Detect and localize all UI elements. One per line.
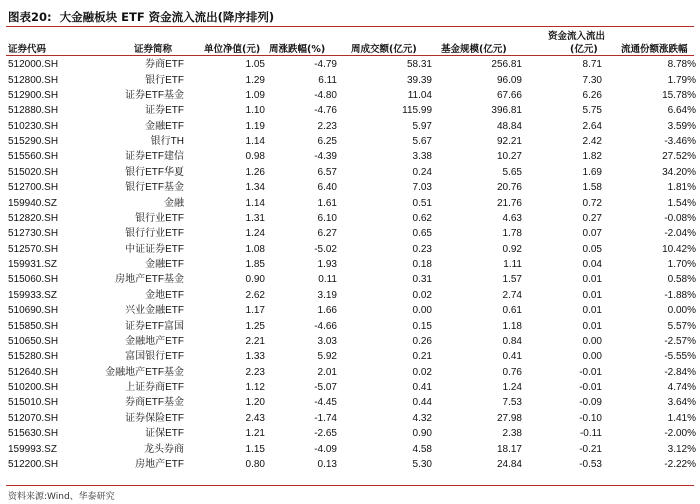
table-row — [6, 57, 698, 72]
cell-fund-size: 0.76 — [502, 366, 522, 378]
cell-fund-size: 48.84 — [496, 120, 522, 132]
cell-name: 银行ETF — [145, 74, 184, 86]
cell-weekly-change: 6.10 — [317, 212, 337, 224]
cell-weekly-turnover: 0.21 — [412, 351, 432, 363]
cell-fund-size: 5.65 — [502, 166, 522, 178]
cell-code: 512800.SH — [8, 74, 59, 86]
cell-nav: 2.43 — [245, 412, 265, 424]
cell-net-flow: 0.01 — [582, 305, 602, 317]
cell-weekly-change: -4.80 — [314, 89, 337, 101]
cell-net-flow: 0.04 — [582, 259, 602, 271]
cell-weekly-change: 2.01 — [317, 366, 337, 378]
cell-code: 510650.SH — [8, 335, 59, 347]
cell-net-flow: 8.71 — [582, 59, 602, 71]
cell-code: 512820.SH — [8, 212, 59, 224]
cell-share-change: -2.22% — [664, 458, 696, 470]
cell-name: 银行行业ETF — [125, 228, 184, 240]
cell-nav: 1.34 — [245, 182, 265, 194]
cell-net-flow: -0.09 — [579, 397, 602, 409]
figure-title — [8, 9, 274, 25]
cell-weekly-change: -4.76 — [314, 105, 337, 117]
cell-name: 金融 — [164, 197, 184, 209]
cell-fund-size: 0.41 — [502, 351, 522, 363]
cell-weekly-change: 1.66 — [317, 305, 337, 317]
cell-nav: 1.12 — [245, 382, 265, 394]
etf-flow-table — [6, 57, 698, 472]
cell-nav: 1.09 — [245, 89, 265, 101]
cell-weekly-turnover: 0.02 — [412, 289, 432, 301]
cell-code: 512640.SH — [8, 366, 59, 378]
header-fund-size: 基金规模(亿元) — [441, 44, 507, 55]
source-note: 资料来源:Wind、华泰研究 — [8, 492, 115, 502]
cell-code: 159993.SZ — [8, 443, 57, 455]
cell-fund-size: 21.76 — [496, 197, 522, 209]
cell-code: 512070.SH — [8, 412, 59, 424]
cell-weekly-change: 6.57 — [317, 166, 337, 178]
cell-name: 证券ETF — [145, 105, 184, 117]
cell-weekly-turnover: 0.24 — [412, 166, 432, 178]
cell-code: 515560.SH — [8, 151, 59, 163]
cell-code: 159931.SZ — [8, 259, 57, 271]
cell-code: 515010.SH — [8, 397, 59, 409]
cell-share-change: 1.41% — [667, 412, 696, 424]
figure-caption: 大金融板块 ETF 资金流入流出(降序排列) — [59, 10, 275, 24]
table-row — [6, 72, 698, 87]
cell-name: 龙头券商 — [144, 443, 184, 455]
cell-fund-size: 0.61 — [502, 305, 522, 317]
cell-weekly-change: -4.09 — [314, 443, 337, 455]
header-name: 证券简称 — [134, 44, 173, 55]
cell-net-flow: 6.26 — [582, 89, 602, 101]
cell-weekly-change: -4.66 — [314, 320, 337, 332]
bottom-rule — [6, 485, 694, 486]
cell-nav: 1.24 — [245, 228, 265, 240]
cell-weekly-turnover: 0.65 — [412, 228, 432, 240]
cell-net-flow: 1.69 — [582, 166, 602, 178]
cell-nav: 0.98 — [245, 151, 265, 163]
cell-weekly-turnover: 0.26 — [412, 335, 432, 347]
top-rule — [6, 26, 694, 27]
cell-fund-size: 20.76 — [496, 182, 522, 194]
cell-nav: 1.17 — [245, 305, 265, 317]
cell-share-change: 5.57% — [667, 320, 696, 332]
cell-name: 证券ETF富国 — [125, 320, 184, 332]
cell-net-flow: 0.00 — [582, 335, 602, 347]
cell-weekly-turnover: 5.30 — [412, 458, 432, 470]
table-row — [6, 441, 698, 456]
header-nav: 单位净值(元) — [204, 44, 261, 55]
cell-weekly-change: -4.79 — [314, 59, 337, 71]
cell-code: 512900.SH — [8, 89, 59, 101]
table-row — [6, 257, 698, 272]
cell-fund-size: 1.18 — [502, 320, 522, 332]
table-row — [6, 457, 698, 472]
cell-weekly-turnover: 0.41 — [412, 382, 432, 394]
header-rule — [6, 55, 694, 56]
table-row — [6, 88, 698, 103]
cell-name: 银行业ETF — [135, 212, 184, 224]
cell-net-flow: 0.00 — [582, 351, 602, 363]
table-row — [6, 318, 698, 333]
cell-fund-size: 27.98 — [496, 412, 522, 424]
cell-weekly-turnover: 0.00 — [412, 305, 432, 317]
header-weekly-turnover: 周成交额(亿元) — [351, 44, 417, 55]
cell-net-flow: -0.21 — [579, 443, 602, 455]
cell-net-flow: 0.01 — [582, 289, 602, 301]
cell-fund-size: 18.17 — [496, 443, 522, 455]
cell-nav: 1.29 — [245, 74, 265, 86]
cell-weekly-turnover: 0.90 — [412, 428, 432, 440]
cell-share-change: 6.64% — [667, 105, 696, 117]
cell-fund-size: 256.81 — [491, 59, 522, 71]
cell-share-change: 0.58% — [667, 274, 696, 286]
cell-code: 512200.SH — [8, 458, 59, 470]
cell-net-flow: 7.30 — [582, 74, 602, 86]
cell-share-change: 15.78% — [662, 89, 696, 101]
cell-net-flow: 0.72 — [582, 197, 602, 209]
cell-share-change: 34.20% — [662, 166, 696, 178]
cell-nav: 1.19 — [245, 120, 265, 132]
cell-fund-size: 0.92 — [502, 243, 522, 255]
cell-nav: 1.05 — [245, 59, 265, 71]
cell-nav: 1.14 — [245, 136, 265, 148]
table-row — [6, 303, 698, 318]
table-row — [6, 211, 698, 226]
cell-fund-size: 4.63 — [502, 212, 522, 224]
cell-net-flow: -0.01 — [579, 366, 602, 378]
cell-nav: 1.08 — [245, 243, 265, 255]
cell-net-flow: -0.01 — [579, 382, 602, 394]
cell-nav: 2.62 — [245, 289, 265, 301]
cell-weekly-change: 1.93 — [317, 259, 337, 271]
cell-weekly-change: -1.74 — [314, 412, 337, 424]
cell-name: 证券ETF基金 — [125, 89, 184, 101]
cell-code: 515630.SH — [8, 428, 59, 440]
cell-fund-size: 396.81 — [491, 105, 522, 117]
cell-net-flow: 0.01 — [582, 320, 602, 332]
cell-fund-size: 10.27 — [496, 151, 522, 163]
cell-net-flow: 0.05 — [582, 243, 602, 255]
table-row — [6, 242, 698, 257]
cell-weekly-turnover: 4.58 — [412, 443, 432, 455]
cell-name: 银行TH — [150, 136, 184, 148]
cell-name: 券商ETF基金 — [125, 397, 184, 409]
cell-weekly-change: 0.13 — [317, 458, 337, 470]
cell-weekly-turnover: 0.44 — [412, 397, 432, 409]
cell-nav: 1.25 — [245, 320, 265, 332]
cell-weekly-turnover: 5.97 — [412, 120, 432, 132]
cell-weekly-change: 6.11 — [318, 74, 337, 86]
cell-share-change: -3.46% — [664, 136, 696, 148]
cell-name: 金地ETF — [145, 289, 184, 301]
cell-weekly-turnover: 0.23 — [412, 243, 432, 255]
cell-nav: 0.90 — [245, 274, 265, 286]
cell-weekly-turnover: 0.51 — [412, 197, 432, 209]
cell-nav: 1.10 — [245, 105, 265, 117]
cell-share-change: -2.00% — [664, 428, 696, 440]
table-row — [6, 103, 698, 118]
cell-weekly-turnover: 7.03 — [412, 182, 432, 194]
cell-name: 银行ETF基金 — [125, 182, 184, 194]
cell-name: 中证证券ETF — [125, 243, 184, 255]
cell-code: 510200.SH — [8, 382, 59, 394]
cell-weekly-turnover: 0.02 — [412, 366, 432, 378]
cell-share-change: 3.59% — [667, 120, 696, 132]
cell-nav: 1.14 — [245, 197, 265, 209]
cell-share-change: -2.04% — [664, 228, 696, 240]
cell-weekly-turnover: 0.15 — [412, 320, 432, 332]
cell-net-flow: 0.07 — [582, 228, 602, 240]
table-row — [6, 134, 698, 149]
cell-share-change: 3.12% — [667, 443, 696, 455]
cell-nav: 2.23 — [245, 366, 265, 378]
cell-fund-size: 96.09 — [496, 74, 522, 86]
cell-weekly-change: 1.61 — [317, 197, 337, 209]
cell-name: 证保ETF — [145, 428, 184, 440]
figure-label: 图表20: — [8, 10, 52, 24]
cell-name: 房地产ETF — [135, 458, 184, 470]
cell-net-flow: 2.42 — [582, 136, 602, 148]
cell-code: 159940.SZ — [8, 197, 57, 209]
table-row — [6, 395, 698, 410]
cell-fund-size: 92.21 — [496, 136, 522, 148]
table-row — [6, 288, 698, 303]
cell-share-change: -5.55% — [664, 351, 696, 363]
table-row — [6, 226, 698, 241]
cell-name: 金融ETF — [145, 259, 184, 271]
table-body — [6, 57, 698, 472]
cell-name: 证券ETF建信 — [125, 151, 184, 163]
cell-code: 512730.SH — [8, 228, 59, 240]
cell-fund-size: 2.74 — [502, 289, 522, 301]
cell-nav: 2.21 — [245, 335, 265, 347]
table-row — [6, 411, 698, 426]
cell-weekly-change: -4.45 — [314, 397, 337, 409]
table-row — [6, 149, 698, 164]
cell-fund-size: 7.53 — [502, 397, 522, 409]
cell-weekly-turnover: 0.62 — [412, 212, 432, 224]
cell-weekly-change: 3.19 — [317, 289, 337, 301]
cell-share-change: 8.78% — [667, 59, 696, 71]
table-row — [6, 272, 698, 287]
cell-weekly-change: 6.25 — [317, 136, 337, 148]
table-row — [6, 165, 698, 180]
cell-net-flow: 0.27 — [582, 212, 602, 224]
cell-weekly-turnover: 58.31 — [406, 59, 432, 71]
cell-name: 金融ETF — [145, 120, 184, 132]
cell-share-change: 10.42% — [662, 243, 696, 255]
cell-nav: 0.80 — [245, 458, 265, 470]
cell-weekly-change: 0.11 — [318, 274, 337, 286]
cell-code: 515060.SH — [8, 274, 59, 286]
cell-name: 证券保险ETF — [125, 412, 184, 424]
header-code: 证券代码 — [8, 44, 47, 55]
cell-fund-size: 2.38 — [502, 428, 522, 440]
cell-code: 512880.SH — [8, 105, 59, 117]
cell-code: 510230.SH — [8, 120, 59, 132]
cell-weekly-change: 5.92 — [317, 351, 337, 363]
header-share-change: 流通份额涨跌幅 — [621, 44, 688, 55]
cell-fund-size: 1.78 — [502, 228, 522, 240]
cell-share-change: 4.74% — [667, 382, 696, 394]
cell-weekly-change: -4.39 — [314, 151, 337, 163]
cell-nav: 1.26 — [245, 166, 265, 178]
cell-fund-size: 24.84 — [496, 458, 522, 470]
cell-net-flow: 1.82 — [582, 151, 602, 163]
cell-nav: 1.33 — [245, 351, 265, 363]
cell-weekly-change: -5.07 — [314, 382, 337, 394]
table-row — [6, 119, 698, 134]
cell-share-change: 3.64% — [667, 397, 696, 409]
cell-nav: 1.85 — [245, 259, 265, 271]
cell-nav: 1.21 — [245, 428, 265, 440]
header-weekly-change: 周涨跌幅(%) — [269, 44, 326, 55]
cell-fund-size: 1.11 — [503, 259, 522, 271]
cell-code: 159933.SZ — [8, 289, 57, 301]
cell-code: 512000.SH — [8, 59, 59, 71]
cell-nav: 1.15 — [245, 443, 265, 455]
cell-name: 富国银行ETF — [125, 351, 184, 363]
cell-weekly-change: -5.02 — [314, 243, 337, 255]
cell-fund-size: 1.57 — [502, 274, 522, 286]
cell-weekly-turnover: 0.31 — [412, 274, 432, 286]
cell-code: 515850.SH — [8, 320, 59, 332]
cell-code: 515280.SH — [8, 351, 59, 363]
cell-code: 515020.SH — [8, 166, 59, 178]
cell-name: 上证券商ETF — [125, 382, 184, 394]
cell-weekly-change: 2.23 — [317, 120, 337, 132]
cell-share-change: -2.84% — [664, 366, 696, 378]
cell-name: 房地产ETF基金 — [115, 274, 184, 286]
cell-weekly-change: 3.03 — [317, 335, 337, 347]
cell-name: 兴业金融ETF — [125, 305, 184, 317]
cell-share-change: 0.00% — [667, 305, 696, 317]
cell-name: 银行ETF华夏 — [125, 166, 184, 178]
cell-weekly-turnover: 11.04 — [407, 89, 432, 101]
cell-code: 512700.SH — [8, 182, 59, 194]
cell-fund-size: 1.24 — [502, 382, 522, 394]
cell-net-flow: -0.11 — [579, 428, 602, 440]
table-row — [6, 380, 698, 395]
cell-share-change: 1.81% — [667, 182, 696, 194]
cell-share-change: -0.08% — [664, 212, 696, 224]
cell-weekly-change: -2.65 — [314, 428, 337, 440]
cell-weekly-turnover: 5.67 — [412, 136, 432, 148]
cell-weekly-change: 6.27 — [317, 228, 337, 240]
header-net-flow: 资金流入流出 — [548, 31, 606, 42]
cell-code: 510690.SH — [8, 305, 59, 317]
cell-share-change: -1.88% — [664, 289, 696, 301]
cell-nav: 1.20 — [245, 397, 265, 409]
cell-net-flow: -0.10 — [579, 412, 602, 424]
cell-fund-size: 0.84 — [502, 335, 522, 347]
table-row — [6, 334, 698, 349]
cell-share-change: 1.70% — [667, 259, 696, 271]
cell-share-change: 27.52% — [662, 151, 696, 163]
table-row — [6, 426, 698, 441]
cell-name: 金融地产ETF — [125, 335, 184, 347]
cell-net-flow: -0.53 — [579, 458, 602, 470]
cell-weekly-change: 6.40 — [317, 182, 337, 194]
cell-weekly-turnover: 0.18 — [412, 259, 432, 271]
cell-weekly-turnover: 39.39 — [406, 74, 432, 86]
cell-nav: 1.31 — [245, 212, 265, 224]
table-row — [6, 365, 698, 380]
cell-weekly-turnover: 3.38 — [412, 151, 432, 163]
cell-share-change: 1.54% — [667, 197, 696, 209]
cell-fund-size: 67.66 — [496, 89, 522, 101]
table-row — [6, 349, 698, 364]
cell-weekly-turnover: 115.99 — [402, 105, 432, 117]
cell-net-flow: 2.64 — [582, 120, 602, 132]
cell-net-flow: 1.58 — [582, 182, 602, 194]
table-row — [6, 180, 698, 195]
cell-code: 515290.SH — [8, 136, 59, 148]
table-row — [6, 195, 698, 210]
cell-share-change: 1.79% — [667, 74, 696, 86]
cell-name: 金融地产ETF基金 — [105, 366, 184, 378]
cell-net-flow: 5.75 — [582, 105, 602, 117]
cell-name: 券商ETF — [145, 59, 184, 71]
header-net-flow-unit: (亿元) — [570, 44, 598, 55]
cell-weekly-turnover: 4.32 — [412, 412, 432, 424]
cell-net-flow: 0.01 — [582, 274, 602, 286]
cell-code: 512570.SH — [8, 243, 59, 255]
cell-share-change: -2.57% — [664, 335, 696, 347]
